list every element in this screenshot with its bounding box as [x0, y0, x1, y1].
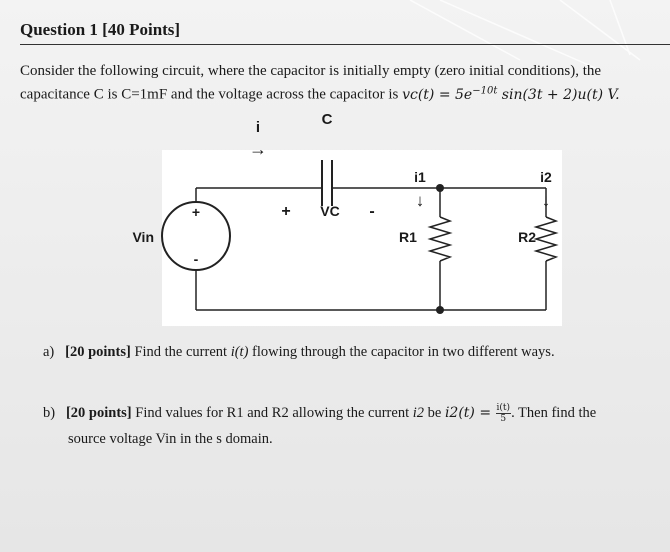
source-minus-sign: - — [193, 251, 199, 267]
i2-label: i2 — [540, 169, 552, 185]
question-a-text-2: flowing through the capacitor in two different ways. — [248, 344, 555, 360]
question-a-prefix: a) — [43, 344, 55, 360]
question-title: Question 1 [40 Points] — [20, 20, 181, 39]
capacitor-label: C — [321, 112, 333, 128]
vc-plus-sign: + — [281, 203, 291, 220]
question-b — [43, 400, 596, 452]
source-plus-sign: + — [191, 204, 201, 220]
question-b-text-1: Find values for R1 and R2 allowing the current — [131, 405, 413, 421]
question-b-line-2: source voltage Vin in the s domain. — [68, 431, 273, 447]
i1-arrow: ↓ — [415, 191, 425, 210]
question-b-points: [20 points] — [65, 405, 132, 421]
i2-arrow: ↓ — [541, 191, 551, 210]
vin-label: Vin — [132, 229, 154, 245]
current-i-arrow: → — [249, 139, 267, 159]
circuit-diagram — [110, 112, 580, 332]
question-b-text-2: be — [424, 405, 445, 421]
current-i-label: i — [255, 119, 261, 136]
current-fraction: $\frac{i(t)}{5}$ — [496, 403, 511, 425]
node-bottom — [436, 306, 444, 314]
question-a — [43, 344, 555, 361]
intro-line-2: capacitance C is C=1mF and the voltage across the capacitor is — [20, 86, 403, 103]
question-b-var: i2 — [412, 405, 425, 421]
i2-equation: i2(t) = — [444, 405, 496, 421]
vc-label: VC — [320, 203, 340, 219]
question-b-text-3: . Then find the — [511, 405, 597, 421]
node-top — [436, 184, 444, 192]
intro-line-1: Consider the following circuit, where the capacitor is initially empty (zero initial conditions), the — [20, 63, 602, 79]
r2-label: R2 — [518, 229, 536, 245]
vc-expression: $vc(t) = 5e^{-10t}$ sin(3t + 2)u(t) V. — [402, 85, 620, 103]
problem-statement — [20, 62, 665, 105]
title-divider — [20, 44, 670, 45]
question-a-points: [20 points] — [65, 344, 131, 360]
r1-label: R1 — [399, 229, 417, 245]
vc-minus-sign: - — [369, 203, 375, 220]
question-b-prefix: b) — [43, 405, 56, 421]
question-a-text: Find the current — [130, 344, 231, 360]
question-a-var: i(t) — [230, 344, 249, 360]
i1-label: i1 — [414, 169, 426, 185]
